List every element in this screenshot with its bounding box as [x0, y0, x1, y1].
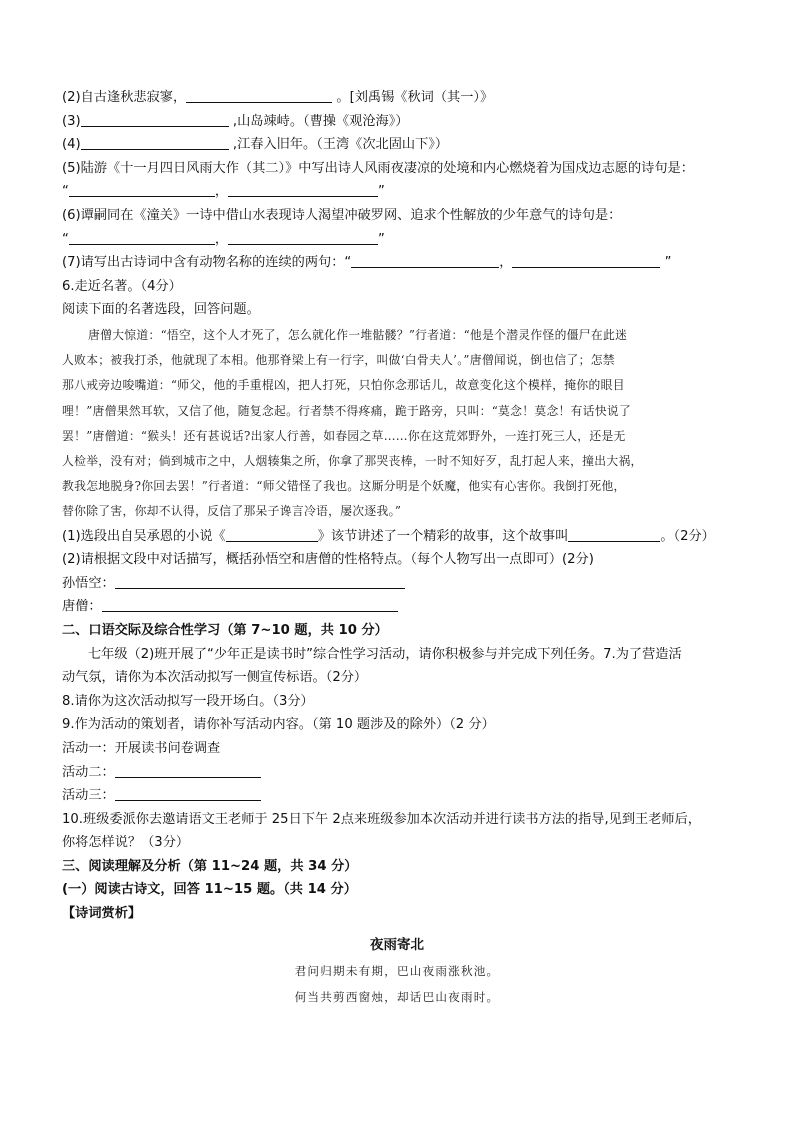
- q5-item4-text: ,江春入旧年。（王湾《次北固山下》）: [232, 137, 449, 153]
- answer-blank[interactable]: [69, 182, 215, 197]
- q6-sub1: [62, 525, 742, 549]
- q6-passage: [62, 323, 742, 525]
- q5-item3-text: ,山岛竦峙。（曹操《观沧海》）: [232, 113, 409, 129]
- section2-intro-line1: 七年级（2)班开展了“少年正是读书时”综合性学习活动，请你积极参与并完成下列任务。7.为了营造活: [88, 646, 682, 662]
- sun-wukong-label: 孙悟空：: [62, 575, 115, 591]
- answer-blank[interactable]: [351, 253, 499, 268]
- passage-line: 人检举，没有对；倘到城市之中，人烟辏集之所，你拿了那哭丧棒，一时不知好歹，乱打起人来，撞出大祸，: [62, 453, 643, 468]
- answer-blank[interactable]: [228, 230, 378, 245]
- quote-open: “: [62, 184, 69, 200]
- quote-close: ”: [378, 231, 385, 247]
- quote-close: ”: [378, 184, 385, 200]
- passage-line: 罢！”唐僧道：“猴头！还有甚说话?出家人行善，如春园之草……你在这荒郊野外，一连打死三人，还是无: [62, 428, 626, 443]
- activity-3: [62, 784, 742, 808]
- comma: ，: [499, 255, 513, 271]
- passage-line: 替你除了害，你却不认得，反信了那呆子谗言冷语，屡次逐我。”: [62, 504, 402, 519]
- q6-sub1-text-a: (1)选段出自吴承恩的小说《: [62, 528, 226, 544]
- section3-subheading: (一）阅读古诗文，回答 11~15 题。（共 14 分）: [62, 882, 357, 898]
- comma: ，: [214, 184, 229, 200]
- exam-page: [62, 86, 742, 1010]
- q6-title: 6.走近名著。（4分）: [62, 278, 182, 294]
- poem-appreciation-tag: 【诗词赏析】: [62, 906, 142, 922]
- answer-blank[interactable]: [102, 597, 398, 612]
- q5-item7: [62, 251, 742, 275]
- q5-item2-text-b: 。[刘禹锡《秋词（其一）》: [336, 90, 494, 105]
- answer-blank[interactable]: [226, 527, 318, 542]
- answer-blank[interactable]: [81, 135, 229, 150]
- q5-item7-text: (7)请写出古诗词中含有动物名称的连续的两句：“: [62, 255, 352, 271]
- passage-line: 那八戒旁边唆嘴道：“师父，他的手重棍凶，把人打死，只怕你念那话儿，故意变化这个模样，掩你的眼目: [62, 378, 625, 393]
- answer-blank[interactable]: [568, 527, 660, 542]
- q5-item3-label: (3): [62, 113, 81, 129]
- answer-blank[interactable]: [186, 88, 332, 103]
- passage-line: 哩！”唐僧果然耳软，又信了他，随复念起。行者禁不得疼痛，跪于路旁，只叫：“莫念！莫念！有话快说了: [62, 403, 632, 418]
- comma: ，: [214, 231, 229, 247]
- answer-blank[interactable]: [69, 230, 215, 245]
- answer-blank[interactable]: [115, 763, 261, 778]
- q6-sun-answer: [62, 572, 742, 596]
- q6-sub2: (2)请根据文段中对话描写，概括孙悟空和唐僧的性格特点。（每个人物写出一点即可）(2分): [62, 552, 594, 568]
- q5-item2: [62, 86, 742, 110]
- tang-seng-label: 唐僧：: [62, 599, 102, 615]
- activity-1: 活动一：开展读书问卷调查: [62, 740, 221, 756]
- q5-item6-answer: [62, 228, 742, 252]
- quote-open: “: [62, 231, 69, 247]
- poem-line: 君问归期未有期，巴山夜雨涨秋池。: [294, 963, 500, 978]
- q5-item4-label: (4): [62, 137, 81, 153]
- quote-close: ”: [664, 255, 672, 271]
- q5-item5-answer: [62, 180, 742, 204]
- q5-item2-text-a: (2)自古逢秋悲寂寥，: [62, 90, 187, 105]
- activity-2: [62, 761, 742, 785]
- q6-sub1-text-c: 。（2分）: [660, 528, 715, 544]
- q6-sub1-text-b: 》该节讲述了一个精彩的故事，这个故事叫: [317, 528, 569, 544]
- q8: 8.请你为这次活动拟写一段开场白。（3分）: [62, 693, 314, 709]
- answer-blank[interactable]: [228, 182, 378, 197]
- answer-blank[interactable]: [512, 253, 660, 268]
- q10-line2: 你将怎样说？（3分）: [62, 835, 190, 851]
- q5-item3: [62, 110, 742, 134]
- section2-intro-line2: 动气氛，请你为本次活动拟写一侧宣传标语。（2分）: [62, 670, 368, 686]
- q6-tang-answer: [62, 595, 742, 619]
- q10-line1: 10.班级委派你去邀请语文王老师于 25日下午 2点来班级参加本次活动并进行读书方法的指导,见到王老师后，: [62, 811, 701, 827]
- passage-line: 人败本；被我打杀，他就现了本相。他那脊梁上有一行字，叫做‘白骨夫人’。”唐僧闻说，倒也信了；怎禁: [62, 353, 615, 368]
- poem-block: [62, 932, 732, 1010]
- q5-item4: [62, 133, 742, 157]
- q5-item5: (5)陆游《十一月四日风雨大作（其二）》中写出诗人风雨夜凄凉的处境和内心燃烧着为国戍边志愿的诗句是：: [62, 160, 694, 176]
- poem-line: 何当共剪西窗烛，却话巴山夜雨时。: [294, 989, 500, 1004]
- section2-heading: 二、口语交际及综合性学习（第 7~10 题，共 10 分）: [62, 622, 388, 638]
- answer-blank[interactable]: [81, 112, 229, 127]
- section3-heading: 三、阅读理解及分析（第 11~24 题，共 34 分）: [62, 858, 358, 874]
- passage-line: 唐僧大惊道：“悟空，这个人才死了，怎么就化作一堆骷髅？”行者道：“他是个潜灵作怪的僵尸在此迷: [88, 327, 628, 342]
- answer-blank[interactable]: [115, 786, 261, 801]
- activity-3-label: 活动三：: [62, 788, 115, 804]
- activity-2-label: 活动二：: [62, 764, 115, 780]
- q9: 9.作为活动的策划者，请你补写活动内容。（第 10 题涉及的除外）（2 分）: [62, 717, 495, 733]
- q5-item6: (6)谭嗣同在《潼关》一诗中借山水表现诗人渴望冲破罗网、追求个性解放的少年意气的诗句是：: [62, 207, 622, 223]
- passage-line: 教我怎地脱身?你回去罢！”行者道：“师父错怪了我也。这厮分明是个妖魔，他实有心害你。我倒打死他，: [62, 479, 626, 494]
- poem-title: 夜雨寄北: [370, 936, 424, 953]
- q6-intro: 阅读下面的名著选段，回答问题。: [62, 302, 260, 318]
- answer-blank[interactable]: [115, 574, 405, 589]
